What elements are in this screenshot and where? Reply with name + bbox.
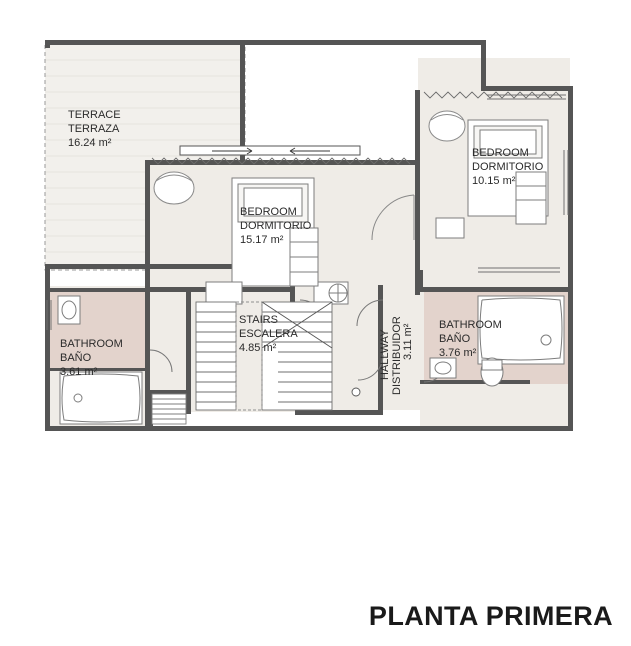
stairs-area: 4.85 m²	[239, 342, 277, 354]
bathroom-right-name-es: BAÑO	[439, 333, 471, 345]
furniture-terrace-chair	[154, 172, 194, 204]
bedroom-second-name-en: BEDROOM	[472, 147, 529, 159]
furniture-chair-right	[429, 111, 465, 141]
bathroom-left-name-en: BATHROOM	[60, 338, 123, 350]
room-label-terrace	[68, 108, 121, 150]
hallway-name-es: DISTRIBUIDOR	[391, 316, 403, 395]
hallway-area: 3.11 m²	[402, 323, 414, 360]
room-label-bathroom-left	[60, 337, 123, 379]
room-label-bedroom-second	[472, 146, 543, 188]
bathroom-left-name-es: BAÑO	[60, 352, 92, 364]
bedroom-main-area: 15.17 m²	[240, 234, 284, 246]
room-label-stairs	[239, 313, 298, 355]
sliding-door-indicators	[180, 146, 360, 155]
room-label-bedroom-main	[240, 205, 311, 247]
terrace-area: 16.24 m²	[68, 137, 112, 149]
fixtures-stairs-left-hatch	[152, 394, 186, 424]
stairs-name-es: ESCALERA	[239, 328, 298, 340]
bedroom-second-area: 10.15 m²	[472, 175, 516, 187]
bedroom-second-name-es: DORMITORIO	[472, 161, 544, 173]
bathroom-right-area: 3.76 m²	[439, 347, 477, 359]
terrace-name-es: TERRAZA	[68, 123, 120, 135]
terrace-name-en: TERRACE	[68, 109, 121, 121]
stairs-name-en: STAIRS	[239, 314, 278, 326]
page-title: PLANTA PRIMERA	[368, 601, 613, 631]
bedroom-main-name-es: DORMITORIO	[240, 220, 312, 232]
room-label-bathroom-right	[439, 318, 502, 360]
bathroom-right-name-en: BATHROOM	[439, 319, 502, 331]
bathroom-left-area: 3.61 m²	[60, 366, 98, 378]
room-label-hallway-en	[378, 329, 392, 380]
bedroom-main-name-en: BEDROOM	[240, 206, 297, 218]
room-label-hallway-es	[390, 316, 404, 395]
hallway-name-en: HALLWAY	[379, 329, 391, 380]
